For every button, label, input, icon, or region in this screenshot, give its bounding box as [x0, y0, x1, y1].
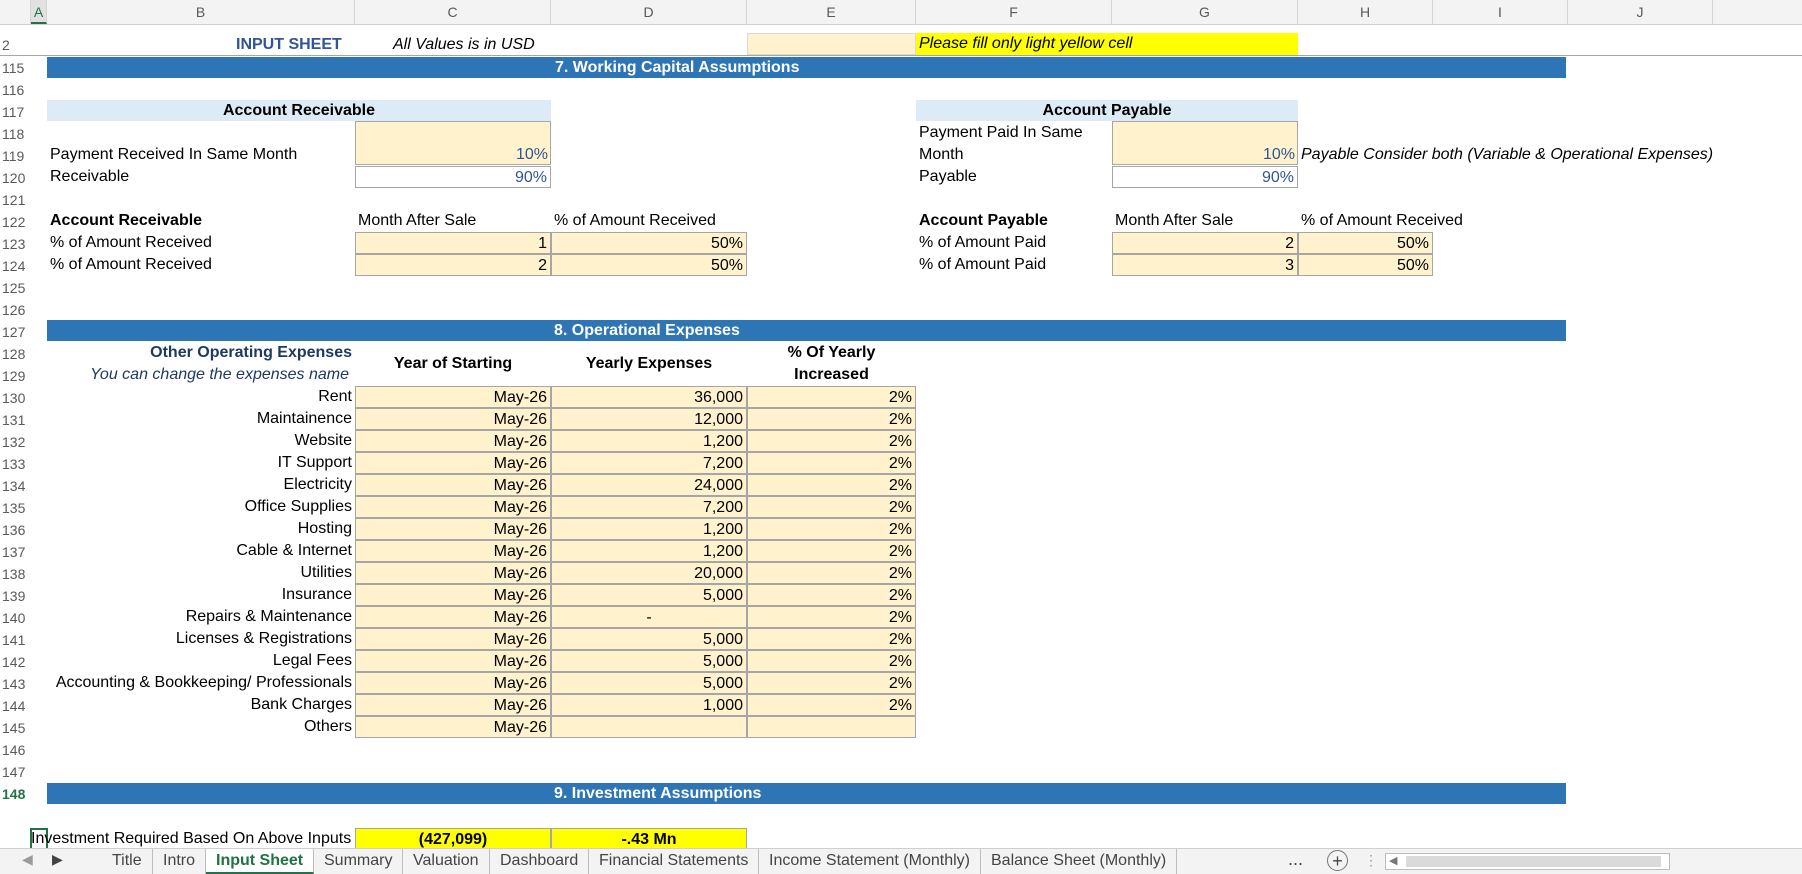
- expense-amount-input[interactable]: 1,200: [551, 540, 747, 562]
- sheet-title: INPUT SHEET: [236, 36, 342, 53]
- ar-same-month-value: 10%: [515, 146, 548, 163]
- opex-header-year: Year of Starting: [393, 355, 513, 372]
- add-sheet-icon[interactable]: +: [1327, 850, 1348, 871]
- tab-dashboard[interactable]: Dashboard: [490, 849, 589, 874]
- expense-pct-input[interactable]: 2%: [747, 672, 916, 694]
- row-header[interactable]: 141: [2, 632, 26, 648]
- expense-name[interactable]: Others: [303, 718, 352, 735]
- row-header[interactable]: 126: [2, 302, 26, 318]
- expense-start-input[interactable]: May-26: [355, 430, 551, 452]
- expense-pct-input[interactable]: 2%: [747, 650, 916, 672]
- row-header[interactable]: 129: [2, 368, 26, 384]
- expense-pct-input[interactable]: 2%: [747, 386, 916, 408]
- opex-header-name: Other Operating Expenses: [150, 344, 352, 361]
- schedule-row-label: % of Amount Received: [50, 234, 212, 251]
- expense-name[interactable]: Repairs & Maintenance: [185, 608, 352, 625]
- ar-schedule-col-pct: % of Amount Received: [554, 212, 716, 229]
- expense-name[interactable]: Cable & Internet: [236, 542, 352, 559]
- expense-amount-input[interactable]: 7,200: [551, 496, 747, 518]
- tab-scroll-left-icon[interactable]: ◀: [22, 851, 33, 867]
- row-header[interactable]: 121: [2, 192, 26, 208]
- ar-receivable-value[interactable]: 90%: [355, 166, 551, 188]
- expense-amount-input[interactable]: 7,200: [551, 452, 747, 474]
- schedule-month-input[interactable]: 1: [355, 232, 551, 254]
- tab-scroll-right-icon[interactable]: ▶: [52, 851, 63, 867]
- input-cell-e2[interactable]: [747, 33, 916, 55]
- row-header[interactable]: 132: [2, 434, 26, 450]
- expense-start-input[interactable]: May-26: [355, 386, 551, 408]
- scroll-left-arrow-icon[interactable]: ◀: [1389, 855, 1398, 867]
- expense-start-input[interactable]: May-26: [355, 540, 551, 562]
- scrollbar-thumb[interactable]: [1406, 856, 1661, 867]
- column-header-f[interactable]: F: [916, 0, 1112, 24]
- expense-amount-input[interactable]: 20,000: [551, 562, 747, 584]
- schedule-pct-input[interactable]: 50%: [1298, 254, 1433, 276]
- expense-pct-input[interactable]: 2%: [747, 628, 916, 650]
- schedule-pct-input[interactable]: 50%: [551, 232, 747, 254]
- row-header-2[interactable]: 2: [2, 37, 10, 53]
- row-header[interactable]: 134: [2, 478, 26, 494]
- horizontal-scrollbar[interactable]: [1385, 853, 1670, 870]
- row-header[interactable]: 130: [2, 390, 26, 406]
- expense-name[interactable]: Legal Fees: [272, 652, 352, 669]
- row-header[interactable]: 143: [2, 676, 26, 692]
- expense-name[interactable]: Accounting & Bookkeeping/ Professionals: [55, 674, 352, 691]
- row-header[interactable]: 124: [2, 258, 26, 274]
- expense-amount-input[interactable]: 12,000: [551, 408, 747, 430]
- opex-header-yearly: Yearly Expenses: [585, 355, 713, 372]
- tab-intro[interactable]: Intro: [153, 849, 206, 874]
- column-header-a[interactable]: A: [31, 0, 47, 24]
- tab-input-sheet[interactable]: Input Sheet: [206, 849, 314, 874]
- row-header[interactable]: 128: [2, 346, 26, 362]
- row-header[interactable]: 140: [2, 610, 26, 626]
- tab-summary[interactable]: Summary: [314, 849, 403, 874]
- freeze-divider: [0, 55, 1802, 56]
- expense-start-input[interactable]: May-26: [355, 584, 551, 606]
- ap-schedule-col-month: Month After Sale: [1115, 212, 1234, 229]
- expense-pct-input[interactable]: 2%: [747, 430, 916, 452]
- expense-pct-input[interactable]: 2%: [747, 496, 916, 518]
- row-header[interactable]: 123: [2, 236, 26, 252]
- split-handle-icon[interactable]: ⋮: [1364, 852, 1378, 868]
- row-header[interactable]: 135: [2, 500, 26, 516]
- section-title: 9. Investment Assumptions: [554, 785, 762, 802]
- expense-start-input[interactable]: May-26: [355, 606, 551, 628]
- expense-pct-input[interactable]: 2%: [747, 540, 916, 562]
- ar-title: Account Receivable: [47, 100, 551, 121]
- expense-pct-input[interactable]: 2%: [747, 562, 916, 584]
- expense-amount-input[interactable]: 36,000: [551, 386, 747, 408]
- row-header[interactable]: 127: [2, 324, 26, 340]
- expense-start-input[interactable]: May-26: [355, 650, 551, 672]
- expense-amount-input[interactable]: [551, 716, 747, 738]
- expense-pct-input[interactable]: 2%: [747, 474, 916, 496]
- row-header[interactable]: 125: [2, 280, 26, 296]
- row-header[interactable]: 119: [2, 148, 25, 164]
- column-header-e[interactable]: E: [747, 0, 916, 24]
- row-header[interactable]: 145: [2, 720, 26, 736]
- expense-pct-input[interactable]: 2%: [747, 606, 916, 628]
- expense-pct-input[interactable]: 2%: [747, 584, 916, 606]
- row-header[interactable]: 144: [2, 698, 26, 714]
- expense-start-input[interactable]: May-26: [355, 496, 551, 518]
- row-header[interactable]: 148: [2, 786, 26, 802]
- ap-schedule-title: Account Payable: [919, 212, 1048, 229]
- row-header[interactable]: 133: [2, 456, 26, 472]
- expense-amount-input[interactable]: 1,200: [551, 430, 747, 452]
- expense-name[interactable]: Bank Charges: [250, 696, 352, 713]
- expense-name[interactable]: Licenses & Registrations: [175, 630, 352, 647]
- row-header[interactable]: 137: [2, 544, 26, 560]
- expense-pct-input[interactable]: 2%: [747, 452, 916, 474]
- expense-name[interactable]: IT Support: [277, 454, 352, 471]
- tab-financial-statements[interactable]: Financial Statements: [589, 849, 759, 874]
- expense-amount-input[interactable]: 1,000: [551, 694, 747, 716]
- fill-note: Please fill only light yellow cell: [916, 33, 1298, 55]
- expense-start-input[interactable]: May-26: [355, 562, 551, 584]
- ap-same-month-value: 10%: [1262, 146, 1295, 163]
- expense-amount-input[interactable]: 5,000: [551, 584, 747, 606]
- expense-amount-input[interactable]: 5,000: [551, 628, 747, 650]
- row-header[interactable]: 118: [2, 126, 25, 142]
- section-band-operational-expenses: [47, 320, 1566, 341]
- section-band-working-capital: [47, 57, 1566, 78]
- row-header[interactable]: 117: [2, 104, 25, 120]
- expense-name[interactable]: Electricity: [283, 476, 352, 493]
- section-title: 7. Working Capital Assumptions: [555, 59, 800, 76]
- schedule-pct-input[interactable]: 50%: [551, 254, 747, 276]
- column-header-j[interactable]: J: [1568, 0, 1713, 24]
- expense-pct-input[interactable]: 2%: [747, 694, 916, 716]
- column-header-g[interactable]: G: [1112, 0, 1298, 24]
- section-title: 8. Operational Expenses: [554, 322, 740, 339]
- schedule-pct-input[interactable]: 50%: [1298, 232, 1433, 254]
- expense-amount-input[interactable]: 5,000: [551, 650, 747, 672]
- ap-schedule-col-pct: % of Amount Received: [1301, 212, 1463, 229]
- expense-start-input[interactable]: May-26: [355, 694, 551, 716]
- tab-income-statement-monthly[interactable]: Income Statement (Monthly): [759, 849, 981, 874]
- schedule-row-label: % of Amount Paid: [919, 256, 1047, 273]
- column-header-bar: [0, 0, 1802, 25]
- schedule-row-label: % of Amount Paid: [919, 234, 1047, 251]
- investment-value[interactable]: (427,099): [355, 828, 551, 850]
- expense-start-input[interactable]: May-26: [355, 408, 551, 430]
- expense-name[interactable]: Website: [294, 432, 352, 449]
- row-header[interactable]: 115: [2, 60, 25, 76]
- expense-name[interactable]: Hosting: [297, 520, 352, 537]
- ar-schedule-title: Account Receivable: [50, 212, 203, 229]
- expense-name[interactable]: Maintainence: [256, 410, 352, 427]
- row-header[interactable]: 139: [2, 588, 26, 604]
- ap-same-month-label-1: Payment Paid In Same: [919, 124, 1083, 141]
- row-header[interactable]: 146: [2, 742, 26, 758]
- select-all-corner[interactable]: [0, 0, 31, 24]
- tab-title[interactable]: Title: [102, 849, 153, 874]
- ar-receivable-label: Receivable: [50, 168, 130, 185]
- expense-name[interactable]: Utilities: [300, 564, 352, 581]
- expense-amount-input[interactable]: 24,000: [551, 474, 747, 496]
- column-header-b[interactable]: B: [47, 0, 355, 24]
- ap-note: Payable Consider both (Variable & Operational Expenses): [1301, 146, 1714, 163]
- expense-name[interactable]: Insurance: [281, 586, 352, 603]
- opex-header-name-sub: You can change the expenses name: [90, 366, 349, 383]
- values-note: All Values is in USD: [393, 36, 535, 53]
- ap-same-month-label-2: Month: [919, 146, 964, 163]
- column-header-i[interactable]: I: [1433, 0, 1568, 24]
- row-header[interactable]: 136: [2, 522, 26, 538]
- investment-value-mn[interactable]: -.43 Mn: [551, 828, 747, 850]
- opex-header-pct-2: Increased: [794, 366, 869, 383]
- investment-label: Investment Required Based On Above Inputs: [31, 830, 352, 847]
- schedule-month-input[interactable]: 2: [355, 254, 551, 276]
- tab-balance-sheet-monthly[interactable]: Balance Sheet (Monthly): [981, 849, 1177, 874]
- expense-pct-input[interactable]: 2%: [747, 518, 916, 540]
- sheet-tab-bar: [0, 848, 1802, 874]
- expense-pct-input[interactable]: 2%: [747, 408, 916, 430]
- expense-amount-input[interactable]: 5,000: [551, 672, 747, 694]
- schedule-month-input[interactable]: 3: [1112, 254, 1298, 276]
- expense-amount-input[interactable]: 1,200: [551, 518, 747, 540]
- column-header-h[interactable]: H: [1298, 0, 1433, 24]
- expense-start-input[interactable]: May-26: [355, 518, 551, 540]
- row-header[interactable]: 122: [2, 214, 26, 230]
- row-header[interactable]: 147: [2, 764, 26, 780]
- row-header[interactable]: 120: [2, 170, 26, 186]
- column-header-c[interactable]: C: [355, 0, 551, 24]
- tab-valuation[interactable]: Valuation: [403, 849, 490, 874]
- section-band-investment: [47, 783, 1566, 804]
- expense-start-input[interactable]: May-26: [355, 628, 551, 650]
- expense-start-input[interactable]: May-26: [355, 672, 551, 694]
- ap-title: Account Payable: [916, 100, 1298, 121]
- expense-pct-input[interactable]: [747, 716, 916, 738]
- expense-start-input[interactable]: May-26: [355, 452, 551, 474]
- row-header[interactable]: 131: [2, 412, 26, 428]
- expense-name[interactable]: Office Supplies: [244, 498, 352, 515]
- opex-header-pct-1: % Of Yearly: [787, 344, 876, 361]
- expense-start-input[interactable]: May-26: [355, 716, 551, 738]
- row-header[interactable]: 138: [2, 566, 26, 582]
- ar-same-month-label: Payment Received In Same Month: [50, 146, 298, 163]
- expense-name[interactable]: Rent: [318, 388, 352, 405]
- ap-payable-label: Payable: [919, 168, 977, 185]
- ap-payable-value[interactable]: 90%: [1112, 166, 1298, 188]
- row-header[interactable]: 142: [2, 654, 26, 670]
- schedule-month-input[interactable]: 2: [1112, 232, 1298, 254]
- row-header[interactable]: 116: [2, 82, 25, 98]
- more-tabs[interactable]: ...: [1288, 849, 1304, 869]
- column-header-d[interactable]: D: [551, 0, 747, 24]
- expense-start-input[interactable]: May-26: [355, 474, 551, 496]
- ar-schedule-col-month: Month After Sale: [358, 212, 477, 229]
- schedule-row-label: % of Amount Received: [50, 256, 212, 273]
- expense-amount-input[interactable]: -: [551, 606, 747, 628]
